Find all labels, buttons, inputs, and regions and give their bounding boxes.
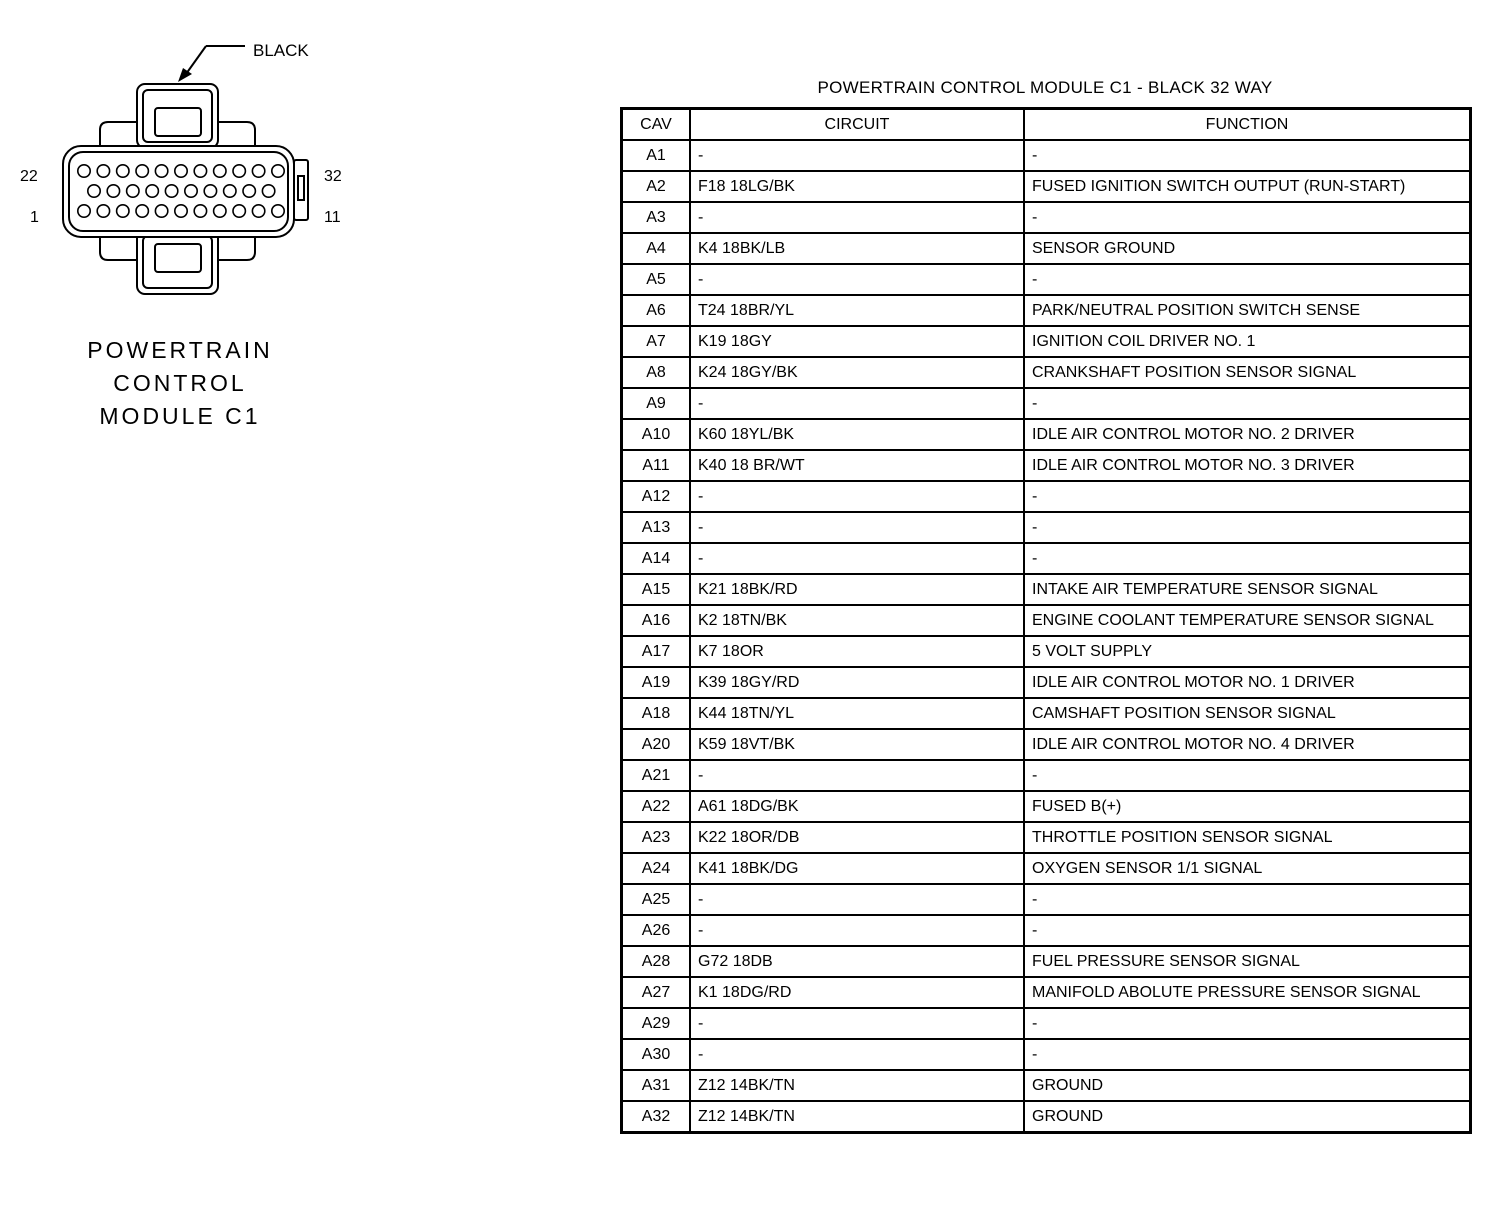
table-row [622, 915, 1471, 946]
table-header-row [622, 109, 1471, 141]
function-cell: - [1024, 140, 1471, 171]
caption-line-1: POWERTRAIN [87, 337, 273, 363]
table-row [622, 946, 1471, 977]
table-row [622, 977, 1471, 1008]
function-cell: GROUND [1024, 1070, 1471, 1101]
table-row [622, 636, 1471, 667]
table-row [622, 233, 1471, 264]
circuit-cell: - [690, 512, 1024, 543]
circuit-cell: K60 18YL/BK [690, 419, 1024, 450]
function-cell: MANIFOLD ABOLUTE PRESSURE SENSOR SIGNAL [1024, 977, 1471, 1008]
cav-cell: A19 [622, 667, 691, 698]
circuit-cell: F18 18LG/BK [690, 171, 1024, 202]
cav-cell: A6 [622, 295, 691, 326]
cav-cell: A30 [622, 1039, 691, 1070]
function-cell: FUSED IGNITION SWITCH OUTPUT (RUN-START) [1024, 171, 1471, 202]
cav-cell: A17 [622, 636, 691, 667]
cav-cell: A1 [622, 140, 691, 171]
circuit-cell: - [690, 140, 1024, 171]
pin-label-32: 32 [324, 168, 342, 185]
function-cell: INTAKE AIR TEMPERATURE SENSOR SIGNAL [1024, 574, 1471, 605]
function-cell: - [1024, 481, 1471, 512]
function-cell: 5 VOLT SUPPLY [1024, 636, 1471, 667]
circuit-cell: K22 18OR/DB [690, 822, 1024, 853]
circuit-cell: K4 18BK/LB [690, 233, 1024, 264]
table-row [622, 543, 1471, 574]
cav-cell: A29 [622, 1008, 691, 1039]
pinout-table [620, 107, 1472, 1134]
circuit-cell: - [690, 481, 1024, 512]
circuit-cell: K39 18GY/RD [690, 667, 1024, 698]
circuit-cell: G72 18DB [690, 946, 1024, 977]
function-cell: CRANKSHAFT POSITION SENSOR SIGNAL [1024, 357, 1471, 388]
function-cell: - [1024, 760, 1471, 791]
table-row [622, 450, 1471, 481]
table-row [622, 140, 1471, 171]
function-cell: - [1024, 543, 1471, 574]
table-row [622, 1070, 1471, 1101]
function-cell: - [1024, 264, 1471, 295]
circuit-cell: K19 18GY [690, 326, 1024, 357]
header-function: FUNCTION [1024, 109, 1471, 141]
circuit-cell: - [690, 915, 1024, 946]
table-row [622, 481, 1471, 512]
cav-cell: A24 [622, 853, 691, 884]
circuit-cell: T24 18BR/YL [690, 295, 1024, 326]
circuit-cell: K21 18BK/RD [690, 574, 1024, 605]
cav-cell: A8 [622, 357, 691, 388]
function-cell: - [1024, 202, 1471, 233]
function-cell: CAMSHAFT POSITION SENSOR SIGNAL [1024, 698, 1471, 729]
color-callout [178, 41, 309, 82]
table-row [622, 1101, 1471, 1133]
cav-cell: A5 [622, 264, 691, 295]
cav-cell: A32 [622, 1101, 691, 1133]
circuit-cell: - [690, 264, 1024, 295]
cav-cell: A23 [622, 822, 691, 853]
table-row [622, 388, 1471, 419]
table-row [622, 264, 1471, 295]
function-cell: - [1024, 512, 1471, 543]
circuit-cell: - [690, 543, 1024, 574]
cav-cell: A31 [622, 1070, 691, 1101]
circuit-cell: K1 18DG/RD [690, 977, 1024, 1008]
pin-label-22: 22 [20, 168, 38, 185]
function-cell: IGNITION COIL DRIVER NO. 1 [1024, 326, 1471, 357]
header-circuit: CIRCUIT [690, 109, 1024, 141]
table-title: POWERTRAIN CONTROL MODULE C1 - BLACK 32 WAY [817, 78, 1273, 97]
table-row [622, 1008, 1471, 1039]
cav-cell: A28 [622, 946, 691, 977]
pin-label-1: 1 [30, 209, 39, 226]
function-cell: ENGINE COOLANT TEMPERATURE SENSOR SIGNAL [1024, 605, 1471, 636]
circuit-cell: Z12 14BK/TN [690, 1101, 1024, 1133]
cav-cell: A13 [622, 512, 691, 543]
cav-cell: A11 [622, 450, 691, 481]
function-cell: IDLE AIR CONTROL MOTOR NO. 3 DRIVER [1024, 450, 1471, 481]
cav-cell: A15 [622, 574, 691, 605]
table-row [622, 698, 1471, 729]
table-row [622, 419, 1471, 450]
function-cell: IDLE AIR CONTROL MOTOR NO. 4 DRIVER [1024, 729, 1471, 760]
table-row [622, 667, 1471, 698]
function-cell: - [1024, 915, 1471, 946]
circuit-cell: Z12 14BK/TN [690, 1070, 1024, 1101]
table-row [622, 822, 1471, 853]
cav-cell: A10 [622, 419, 691, 450]
circuit-cell: - [690, 760, 1024, 791]
circuit-cell: - [690, 388, 1024, 419]
function-cell: - [1024, 884, 1471, 915]
table-row [622, 729, 1471, 760]
cav-cell: A26 [622, 915, 691, 946]
table-row [622, 202, 1471, 233]
circuit-cell: K41 18BK/DG [690, 853, 1024, 884]
table-row [622, 760, 1471, 791]
cav-cell: A14 [622, 543, 691, 574]
cav-cell: A4 [622, 233, 691, 264]
table-row [622, 1039, 1471, 1070]
circuit-cell: K2 18TN/BK [690, 605, 1024, 636]
circuit-cell: A61 18DG/BK [690, 791, 1024, 822]
function-cell: THROTTLE POSITION SENSOR SIGNAL [1024, 822, 1471, 853]
cav-cell: A18 [622, 698, 691, 729]
color-callout-label: BLACK [253, 41, 309, 60]
cav-cell: A22 [622, 791, 691, 822]
circuit-cell: K59 18VT/BK [690, 729, 1024, 760]
cav-cell: A27 [622, 977, 691, 1008]
caption-line-2: CONTROL [113, 370, 247, 396]
function-cell: FUEL PRESSURE SENSOR SIGNAL [1024, 946, 1471, 977]
circuit-cell: - [690, 1039, 1024, 1070]
circuit-cell: - [690, 1008, 1024, 1039]
function-cell: OXYGEN SENSOR 1/1 SIGNAL [1024, 853, 1471, 884]
header-cav: CAV [622, 109, 691, 141]
function-cell: IDLE AIR CONTROL MOTOR NO. 1 DRIVER [1024, 667, 1471, 698]
pin-label-11: 11 [324, 209, 341, 226]
cav-cell: A3 [622, 202, 691, 233]
caption-line-3: MODULE C1 [99, 403, 261, 429]
function-cell: PARK/NEUTRAL POSITION SWITCH SENSE [1024, 295, 1471, 326]
function-cell: SENSOR GROUND [1024, 233, 1471, 264]
table-row [622, 357, 1471, 388]
table-row [622, 853, 1471, 884]
table-row [622, 512, 1471, 543]
table-body [622, 140, 1471, 1133]
cav-cell: A2 [622, 171, 691, 202]
cav-cell: A25 [622, 884, 691, 915]
table-row [622, 326, 1471, 357]
connector-diagram [0, 0, 600, 330]
cav-cell: A20 [622, 729, 691, 760]
table-row [622, 605, 1471, 636]
circuit-cell: - [690, 202, 1024, 233]
cav-cell: A16 [622, 605, 691, 636]
cav-cell: A12 [622, 481, 691, 512]
cav-cell: A7 [622, 326, 691, 357]
circuit-cell: K44 18TN/YL [690, 698, 1024, 729]
function-cell: GROUND [1024, 1101, 1471, 1133]
module-caption [40, 334, 320, 433]
table-row [622, 791, 1471, 822]
circuit-cell: K7 18OR [690, 636, 1024, 667]
cav-cell: A9 [622, 388, 691, 419]
table-row [622, 295, 1471, 326]
circuit-cell: - [690, 884, 1024, 915]
function-cell: FUSED B(+) [1024, 791, 1471, 822]
table-row [622, 171, 1471, 202]
function-cell: IDLE AIR CONTROL MOTOR NO. 2 DRIVER [1024, 419, 1471, 450]
function-cell: - [1024, 388, 1471, 419]
cav-cell: A21 [622, 760, 691, 791]
function-cell: - [1024, 1039, 1471, 1070]
table-row [622, 574, 1471, 605]
function-cell: - [1024, 1008, 1471, 1039]
circuit-cell: K40 18 BR/WT [690, 450, 1024, 481]
circuit-cell: K24 18GY/BK [690, 357, 1024, 388]
table-row [622, 884, 1471, 915]
